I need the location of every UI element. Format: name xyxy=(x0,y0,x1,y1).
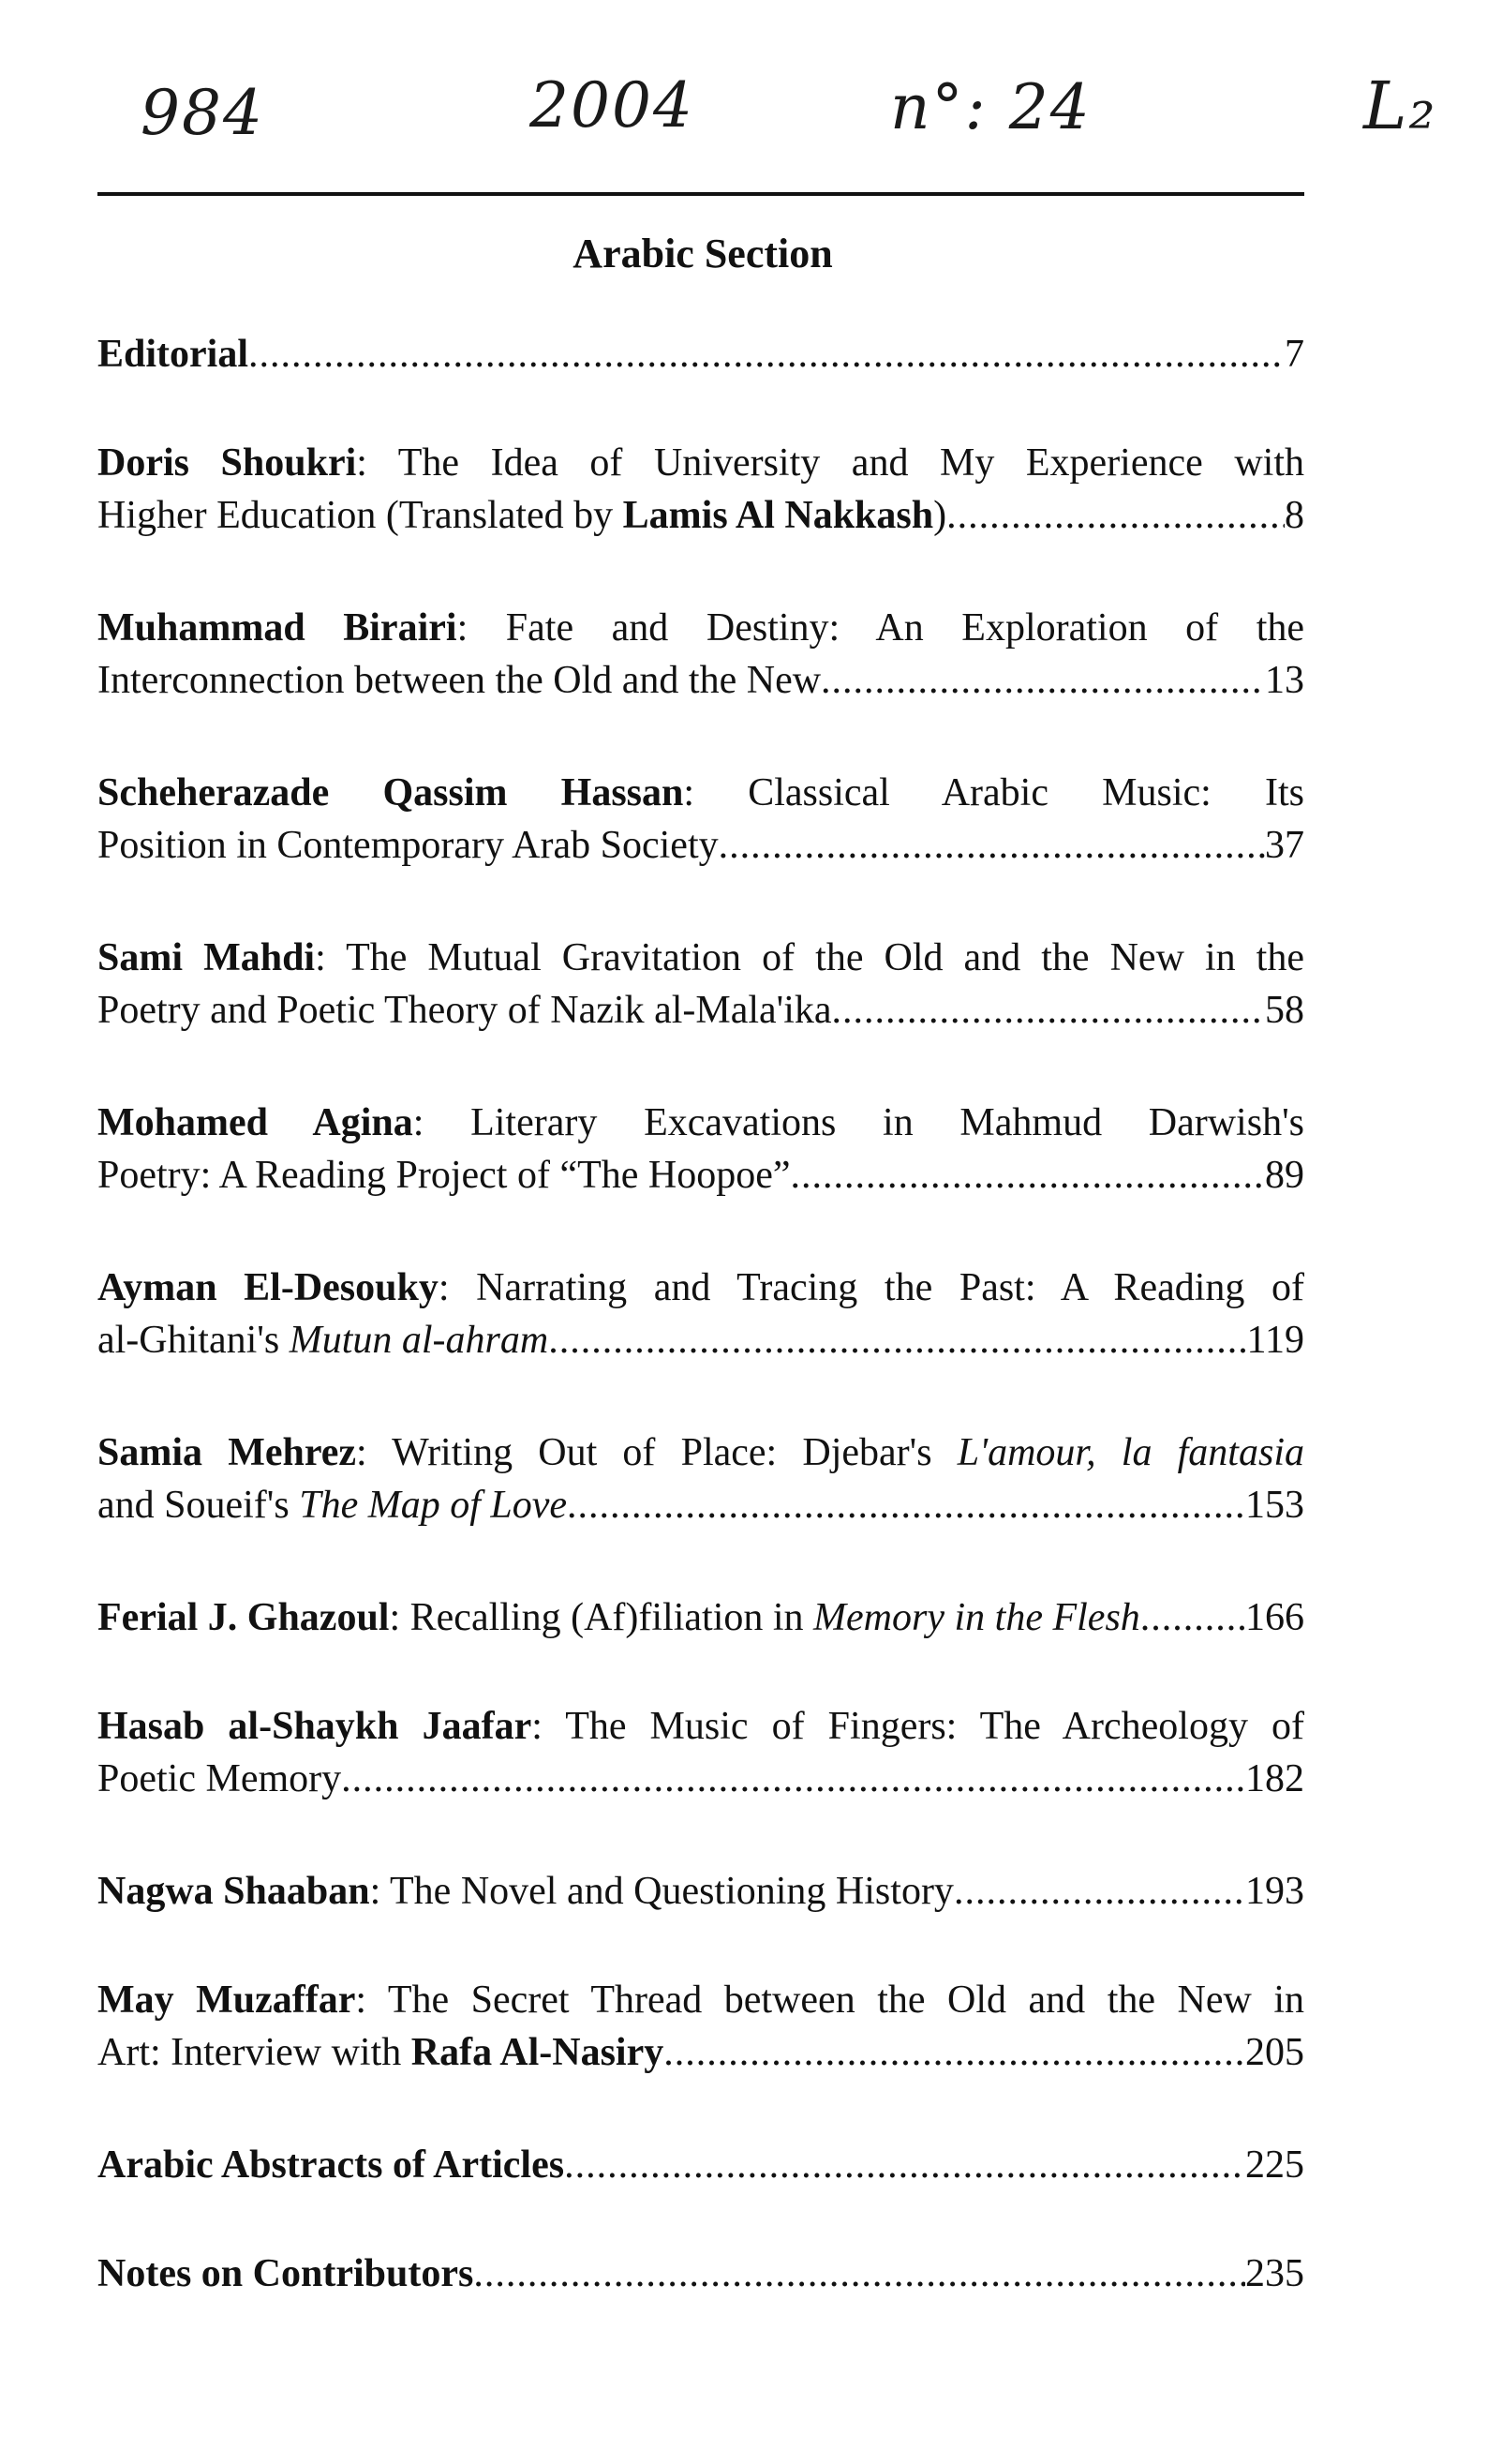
page-number: 166 xyxy=(1245,1596,1304,1639)
entry-title: Recalling (Af)filiation in xyxy=(409,1596,814,1639)
page-number: 153 xyxy=(1245,1484,1304,1527)
page-number: 235 xyxy=(1245,2252,1304,2295)
dot-leader xyxy=(663,2026,1245,2079)
entry-title: The Secret Thread between the Old and the New in xyxy=(387,1979,1304,2022)
dot-leader xyxy=(248,328,1285,381)
entry-title-cont: Poetry: A Reading Project of “The Hoopoe” xyxy=(97,1154,791,1197)
entry-title-cont: Poetry and Poetic Theory of Nazik al-Mala'ika xyxy=(97,989,832,1032)
entry-author: Notes on Contributors xyxy=(97,2252,474,2295)
page-number: 8 xyxy=(1285,494,1304,537)
entry-author: Nagwa Shaaban xyxy=(97,1870,370,1913)
dot-leader xyxy=(821,654,1265,707)
entry-author: May Muzaffar xyxy=(97,1979,356,2022)
dot-leader xyxy=(473,2247,1245,2300)
entry-work-title-2: The Map of Love xyxy=(299,1484,568,1527)
dot-leader xyxy=(548,1314,1246,1366)
toc-entry-shoukri: Doris Shoukri: The Idea of University and My Experience with Higher Education (Translated by Lamis Al Nakkash) ..... 8 xyxy=(97,437,1304,602)
entry-author: Scheherazade Qassim Hassan xyxy=(97,771,684,814)
entry-work-title: Mutun al-ahram xyxy=(289,1319,549,1362)
handwritten-issue: n°: 24 xyxy=(890,71,1092,143)
page-number: 7 xyxy=(1285,333,1304,376)
toc-entry-contributors xyxy=(97,2247,1304,2356)
dot-leader xyxy=(564,2139,1245,2191)
toc-entry-abstracts xyxy=(97,2139,1304,2247)
toc-entry-jaafar: Hasab al-Shaykh Jaafar: The Music of Fingers: The Archeology of Poetic Memory ..... 182 xyxy=(97,1700,1304,1865)
entry-author: Hasab al-Shaykh Jaafar xyxy=(97,1705,532,1748)
page-number: 89 xyxy=(1265,1154,1304,1197)
entry-title: Classical Arabic Music: Its xyxy=(748,771,1304,814)
toc-entry-ghazoul: Ferial J. Ghazoul: Recalling (Af)filiation in Memory in the Flesh ..... 166 xyxy=(97,1591,1304,1700)
entry-author: Arabic Abstracts of Articles xyxy=(97,2143,565,2187)
entry-translator: Lamis Al Nakkash xyxy=(622,494,934,537)
dot-leader xyxy=(719,819,1265,872)
entry-title: The Mutual Gravitation of the Old and the New in the xyxy=(346,936,1304,979)
entry-title-cont: Poetic Memory xyxy=(97,1757,342,1800)
entry-title-cont: Interconnection between the Old and the New xyxy=(97,659,822,702)
entry-author: Mohamed Agina xyxy=(97,1101,413,1144)
page-number: 205 xyxy=(1245,2031,1304,2074)
entry-title-cont: Higher Education (Translated by xyxy=(97,494,623,537)
entry-author: Samia Mehrez xyxy=(97,1431,357,1474)
handwritten-year: 2004 xyxy=(529,69,694,142)
page-number: 58 xyxy=(1265,989,1304,1032)
entry-title-cont: al-Ghitani's xyxy=(97,1319,290,1362)
entry-title-end: ) xyxy=(933,494,947,537)
dot-leader xyxy=(832,984,1265,1037)
entry-title-cont: Art: Interview with xyxy=(97,2031,411,2074)
toc-entry-shaaban: Nagwa Shaaban: The Novel and Questioning History ..... 193 xyxy=(97,1865,1304,1974)
page-number: 193 xyxy=(1245,1870,1304,1913)
toc-entry-agina: Mohamed Agina: Literary Excavations in Mahmud Darwish's Poetry: A Reading Project of “The Hoopoe” ..... 89 xyxy=(97,1097,1304,1262)
entry-title-cont: and Soueif's xyxy=(97,1484,300,1527)
entry-title-cont: Position in Contemporary Arab Society xyxy=(97,824,719,867)
entry-author: Doris Shoukri xyxy=(97,441,357,485)
dot-leader xyxy=(946,489,1285,542)
handwritten-mark: L₂ xyxy=(1363,67,1437,144)
entry-author: Sami Mahdi xyxy=(97,936,316,979)
page-number: 182 xyxy=(1245,1757,1304,1800)
dot-leader xyxy=(341,1753,1245,1805)
page-number: 119 xyxy=(1246,1319,1304,1362)
entry-author: Editorial xyxy=(97,333,249,376)
dot-leader xyxy=(1140,1591,1245,1644)
header-rule xyxy=(97,192,1304,196)
entry-work-title: L'amour, la fantasia xyxy=(957,1431,1304,1474)
page-number: 13 xyxy=(1265,659,1304,702)
entry-title: Fate and Destiny: An Exploration of the xyxy=(505,606,1305,650)
handwritten-ref-number: 984 xyxy=(141,77,264,149)
entry-author: Ayman El-Desouky xyxy=(97,1266,439,1309)
dot-leader xyxy=(791,1149,1266,1202)
toc-entry-birairi: Muhammad Birairi: Fate and Destiny: An Exploration of the Interconnection between the Old and the New ..... 13 xyxy=(97,602,1304,767)
entry-interviewee: Rafa Al-Nasiry xyxy=(410,2031,664,2074)
entry-author: Ferial J. Ghazoul xyxy=(97,1596,390,1639)
page-number: 225 xyxy=(1245,2143,1304,2187)
entry-title: Narrating and Tracing the Past: A Reading of xyxy=(476,1266,1304,1309)
entry-title: The Music of Fingers: The Archeology of xyxy=(565,1705,1304,1748)
toc-entry-mahdi: Sami Mahdi: The Mutual Gravitation of the Old and the New in the Poetry and Poetic Theory of Nazik al-Mala'ika ..... 58 xyxy=(97,932,1304,1097)
entry-title: Literary Excavations in Mahmud Darwish's xyxy=(470,1101,1304,1144)
section-title: Arabic Section xyxy=(573,231,833,276)
entry-author: Muhammad Birairi xyxy=(97,606,457,650)
toc-entry-hassan: Scheherazade Qassim Hassan: Classical Arabic Music: Its Position in Contemporary Arab Society ..... 37 xyxy=(97,767,1304,932)
toc-entry-editorial xyxy=(97,328,1304,437)
page-number: 37 xyxy=(1265,824,1304,867)
table-of-contents xyxy=(97,328,1304,2356)
toc-entry-muzaffar: May Muzaffar: The Secret Thread between the Old and the New in Art: Interview with Rafa Al-Nasiry ..... 205 xyxy=(97,1974,1304,2139)
entry-title: The Idea of University and My Experience with xyxy=(397,441,1304,485)
toc-entry-mehrez: Samia Mehrez: Writing Out of Place: Djebar's L'amour, la fantasia and Soueif's The Map of Love ..... 153 xyxy=(97,1426,1304,1591)
dot-leader xyxy=(954,1865,1245,1918)
entry-title: The Novel and Questioning History xyxy=(390,1870,954,1913)
dot-leader xyxy=(567,1479,1245,1531)
entry-title: Writing Out of Place: Djebar's xyxy=(392,1431,958,1474)
toc-entry-el-desouky: Ayman El-Desouky: Narrating and Tracing the Past: A Reading of al-Ghitani's Mutun al-ahram ..... 119 xyxy=(97,1262,1304,1426)
entry-work-title: Memory in the Flesh xyxy=(813,1596,1140,1639)
